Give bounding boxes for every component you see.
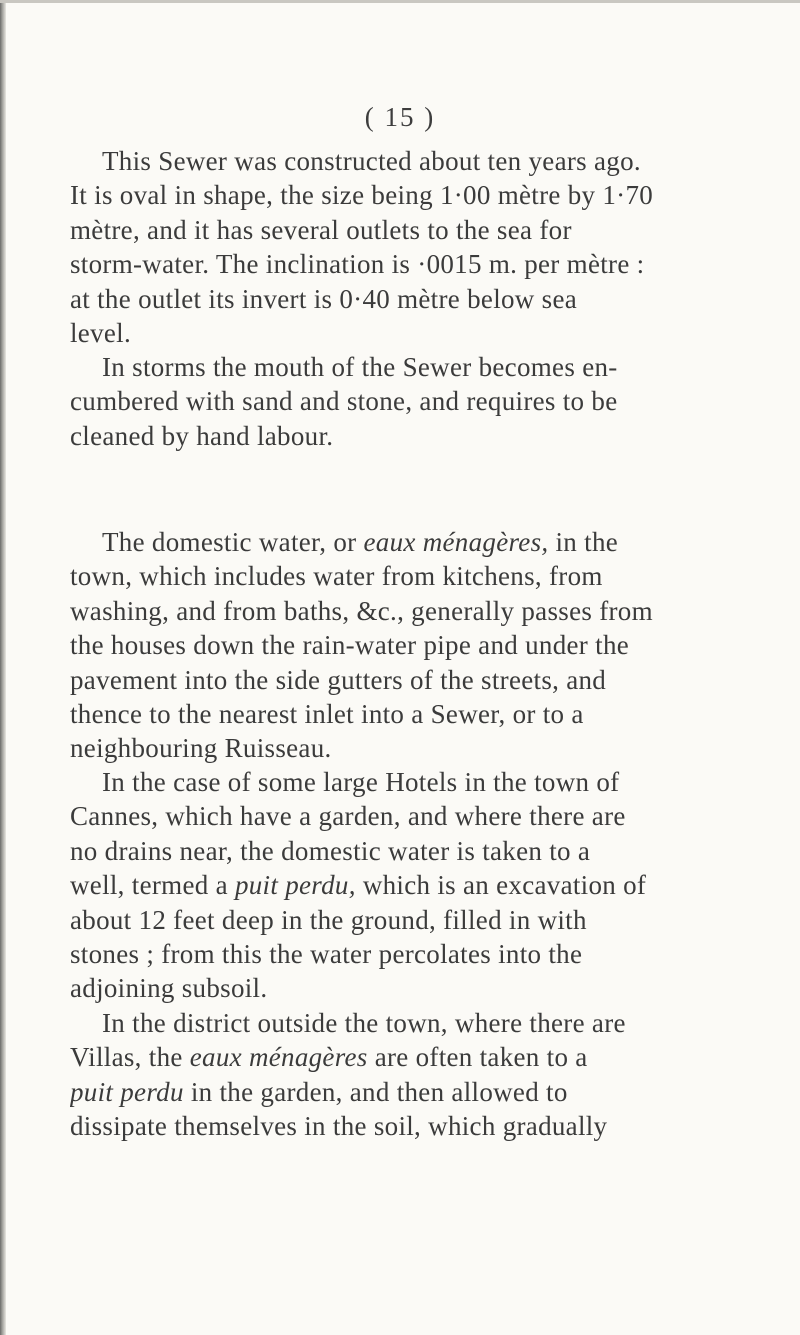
text-fragment: in the — [555, 527, 619, 557]
text-line: stones ; from this the water percolates into the — [70, 938, 583, 969]
text-line: In the district outside the town, where there are — [102, 1008, 626, 1038]
text-line: adjoining subsoil. — [70, 973, 268, 1004]
text-line: mètre, and it has several outlets to the sea for — [70, 214, 572, 245]
text-fragment: which is an excavation of — [362, 870, 647, 901]
text-line: It is oval in shape, the size being 1·00 mètre by 1·70 — [70, 180, 654, 211]
text-fragment: in the garden, and then allowed to — [190, 1076, 568, 1107]
text-line: level. — [70, 317, 132, 348]
text-line: storm-water. The inclination is ·0015 m. per mètre : — [70, 249, 645, 280]
italic-term: puit perdu — [70, 1076, 184, 1107]
text-line: thence to the nearest inlet into a Sewer, or to a — [70, 698, 584, 729]
text-fragment: well, termed a — [70, 870, 228, 901]
text-line: about 12 feet deep in the ground, filled in with — [70, 904, 587, 935]
text-line — [70, 1075, 756, 1109]
page-edge-shadow — [0, 0, 6, 1335]
italic-term: puit perdu, — [234, 870, 356, 901]
text-line: In storms the mouth of the Sewer becomes en- — [102, 352, 618, 382]
text-line: dissipate themselves in the soil, which gradually — [70, 1111, 608, 1142]
paragraph-storms — [70, 350, 756, 453]
text-line: no drains near, the domestic water is taken to a — [70, 835, 591, 866]
text-line: town, which includes water from kitchens, from — [70, 561, 603, 592]
text-line: pavement into the side gutters of the streets, and — [70, 664, 607, 695]
paragraph-hotels — [70, 765, 756, 1006]
text-fragment: are often taken to a — [374, 1042, 588, 1073]
text-line: This Sewer was constructed about ten years ago. — [102, 146, 641, 176]
text-fragment: Villas, the — [70, 1042, 183, 1073]
text-line: at the outlet its invert is 0·40 mètre below sea — [70, 283, 578, 314]
paragraph-domestic-water — [70, 525, 756, 766]
text-line: Cannes, which have a garden, and where there are — [70, 801, 626, 832]
text-line: washing, and from baths, &c., generally passes from — [70, 595, 653, 626]
text-line: the houses down the rain-water pipe and under the — [70, 630, 630, 661]
text-line: neighbouring Ruisseau. — [70, 733, 332, 764]
paragraph-villas — [70, 1006, 756, 1144]
italic-term: eaux ménagères, — [363, 527, 549, 557]
text-line — [70, 525, 756, 559]
text-line: cleaned by hand labour. — [70, 420, 334, 451]
page-number: ( 15 ) — [364, 102, 436, 132]
italic-term: eaux ménagères — [189, 1042, 368, 1073]
text-fragment: The domestic water, or — [102, 527, 357, 557]
text-line — [70, 868, 756, 902]
text-line — [70, 1040, 756, 1074]
text-line: cumbered with sand and stone, and requires to be — [70, 386, 618, 417]
paragraph-sewer-construction — [70, 144, 756, 350]
page-top-edge — [0, 0, 800, 3]
text-line: In the case of some large Hotels in the town of — [102, 767, 620, 797]
